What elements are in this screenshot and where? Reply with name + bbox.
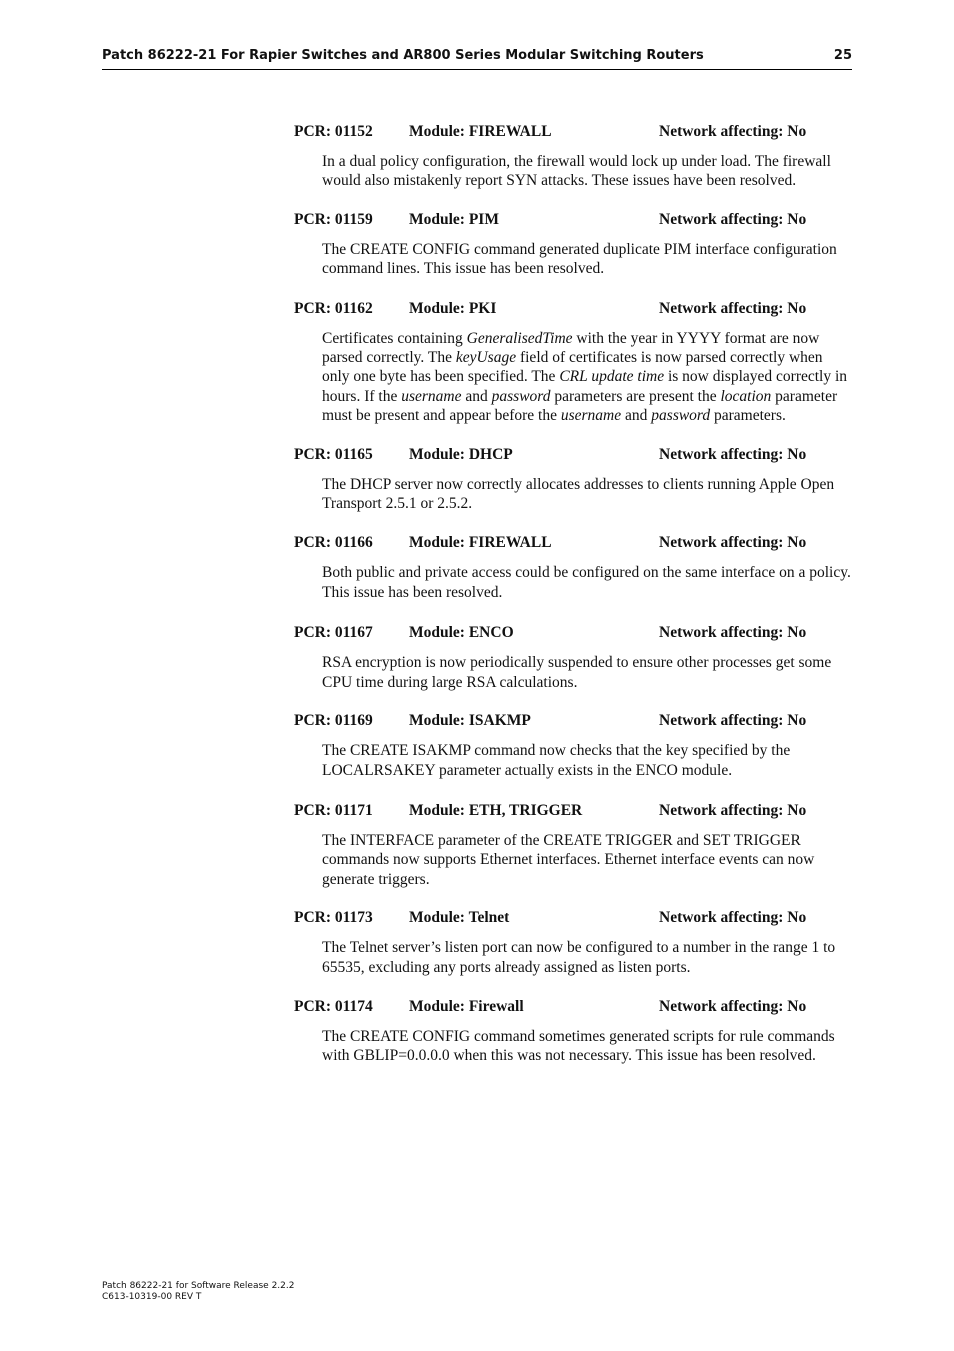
pcr-description	[322, 563, 852, 602]
description-text: The Telnet server’s listen port can now be configured to a number in the range 1 to 65535, excluding any ports already assigned as listen ports.	[322, 939, 836, 976]
network-affecting: Network affecting: No	[659, 210, 807, 228]
network-affecting: Network affecting: No	[659, 445, 807, 463]
italic-term: CRL update time	[559, 368, 665, 386]
pcr-description	[322, 831, 852, 889]
pcr-heading	[294, 998, 852, 1018]
pcr-entry	[294, 909, 852, 977]
pcr-number: PCR: 01173	[294, 909, 373, 927]
pcr-heading	[294, 624, 852, 644]
pcr-heading	[294, 909, 852, 929]
pcr-heading	[294, 802, 852, 822]
description-text: Both public and private access could be configured on the same interface on a policy. This issue has been resolved.	[322, 564, 851, 601]
description-text: with the year in YYYY format are now parsed correctly. The	[322, 329, 820, 367]
pcr-heading	[294, 300, 852, 320]
description-text: The CREATE ISAKMP command now checks that the key specified by the LOCALRSAKEY parameter actually exists in the ENCO module.	[322, 742, 791, 779]
network-affecting: Network affecting: No	[659, 909, 807, 927]
description-text: and	[461, 387, 492, 405]
description-text: parameter must be present and appear before the	[322, 387, 838, 425]
description-text: The CREATE CONFIG command sometimes generated scripts for rule commands with GBLIP=0.0.0.0 when this was not necessary. This issue has been resolved.	[322, 1027, 835, 1065]
pcr-entry	[294, 123, 852, 191]
network-affecting: Network affecting: No	[659, 997, 807, 1015]
pcr-number: PCR: 01162	[294, 299, 373, 317]
network-affecting: Network affecting: No	[659, 534, 807, 552]
network-affecting: Network affecting: No	[659, 123, 807, 140]
module-name: Module: Firewall	[409, 997, 524, 1015]
header-title: Patch 86222-21 For Rapier Switches and AR800 Series Modular Switching Routers	[102, 48, 704, 63]
description-text: The CREATE CONFIG command generated duplicate PIM interface configuration command lines. This issue has been resolved.	[322, 240, 837, 278]
module-name: Module: FIREWALL	[409, 534, 552, 552]
network-affecting: Network affecting: No	[659, 299, 807, 317]
pcr-entry	[294, 624, 852, 692]
pcr-description	[322, 475, 852, 514]
description-text: Certificates containing	[322, 329, 467, 347]
description-text: and	[621, 407, 652, 425]
italic-term: username	[560, 407, 622, 425]
module-name: Module: DHCP	[409, 445, 513, 463]
footer-release: Patch 86222-21 for Software Release 2.2.2	[102, 1281, 295, 1291]
pcr-entry	[294, 446, 852, 514]
pcr-number: PCR: 01167	[294, 624, 373, 642]
page-number: 25	[833, 48, 852, 63]
description-text: RSA encryption is now periodically suspended to ensure other processes get some CPU time during large RSA calculations.	[322, 654, 832, 691]
description-text: parameters.	[710, 407, 786, 425]
pcr-description	[322, 741, 852, 780]
pcr-entry	[294, 534, 852, 602]
pcr-number: PCR: 01165	[294, 445, 373, 463]
page-header	[102, 48, 852, 70]
pcr-number: PCR: 01166	[294, 534, 373, 552]
module-name: Module: ISAKMP	[409, 712, 531, 730]
description-text: field of certificates is now parsed correctly when only one byte has been specified. The	[322, 349, 823, 386]
module-name: Module: ETH, TRIGGER	[409, 801, 583, 819]
description-text: is now displayed correctly in hours. If the	[322, 368, 848, 405]
pcr-entry	[294, 998, 852, 1066]
italic-term: location	[720, 387, 772, 405]
pcr-entry	[294, 211, 852, 279]
pcr-entry	[294, 802, 852, 889]
pcr-number: PCR: 01169	[294, 712, 373, 730]
description-text: In a dual policy configuration, the firewall would lock up under load. The firewall would also mistakenly report SYN attacks. These issues have been resolved.	[322, 153, 831, 190]
pcr-number: PCR: 01152	[294, 123, 373, 140]
italic-term: password	[491, 387, 551, 405]
module-name: Module: Telnet	[409, 909, 510, 927]
module-name: Module: FIREWALL	[409, 123, 552, 140]
module-name: Module: PIM	[409, 210, 499, 228]
pcr-heading	[294, 446, 852, 466]
network-affecting: Network affecting: No	[659, 801, 807, 819]
pcr-heading	[294, 123, 852, 143]
italic-term: keyUsage	[455, 349, 517, 367]
description-text: The INTERFACE parameter of the CREATE TRIGGER and SET TRIGGER commands now supports Ethernet interfaces. Ethernet interface events can now generate triggers.	[322, 831, 815, 888]
pcr-entry	[294, 300, 852, 426]
pcr-description	[322, 653, 852, 692]
pcr-number: PCR: 01174	[294, 997, 373, 1015]
italic-term: password	[651, 407, 711, 425]
pcr-description	[322, 152, 852, 191]
italic-term: username	[401, 387, 462, 405]
italic-term: GeneralisedTime	[466, 329, 573, 347]
footer-doc-number: C613-10319-00 REV T	[102, 1292, 202, 1302]
pcr-heading	[294, 712, 852, 732]
pcr-list	[294, 123, 852, 1066]
pcr-description	[322, 329, 852, 426]
pcr-description	[322, 240, 852, 279]
pcr-description	[322, 938, 852, 977]
pcr-entry	[294, 712, 852, 780]
pcr-number: PCR: 01171	[294, 801, 373, 819]
module-name: Module: PKI	[409, 299, 497, 317]
pcr-heading	[294, 211, 852, 231]
pcr-heading	[294, 534, 852, 554]
page-footer	[102, 1281, 294, 1303]
description-text: The DHCP server now correctly allocates addresses to clients running Apple Open Transport 2.5.1 or 2.5.2.	[322, 475, 835, 513]
module-name: Module: ENCO	[409, 624, 514, 642]
description-text: parameters are present the	[550, 387, 721, 405]
network-affecting: Network affecting: No	[659, 624, 807, 642]
pcr-number: PCR: 01159	[294, 210, 373, 228]
network-affecting: Network affecting: No	[659, 712, 807, 730]
pcr-description	[322, 1027, 852, 1066]
